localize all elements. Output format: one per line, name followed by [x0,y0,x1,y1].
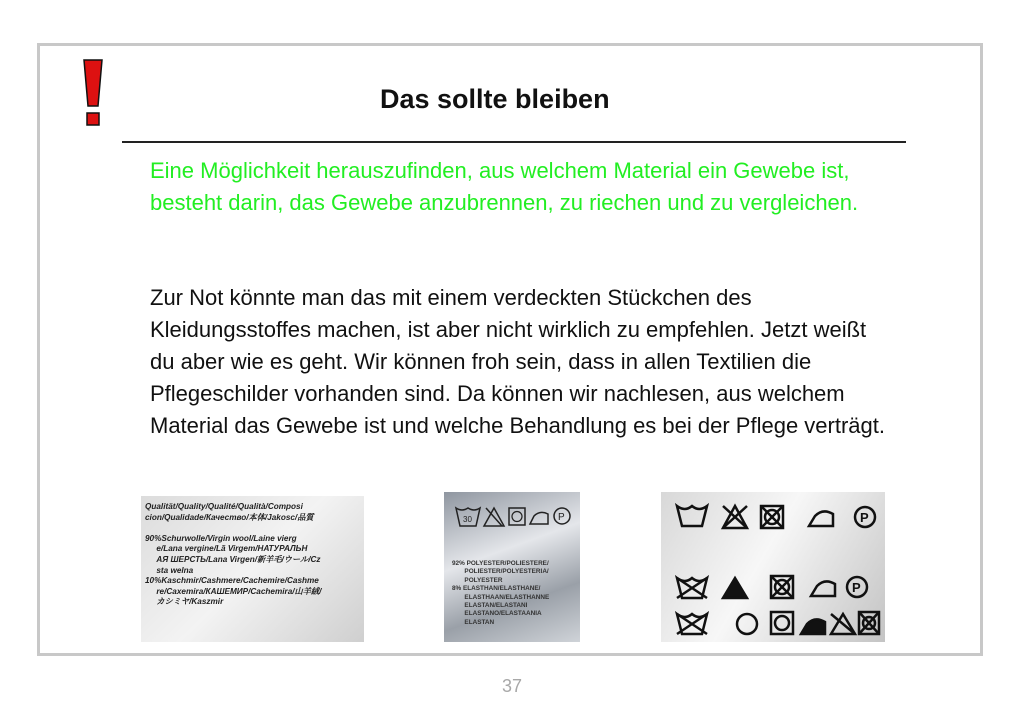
title-divider [122,141,906,143]
green-paragraph: Eine Möglichkeit herauszufinden, aus welchem Material ein Gewebe ist, besteht darin, das Gewebe anzubrennen, zu riechen und zu vergleichen. [150,158,859,215]
label2-care-symbols [454,502,574,532]
care-label-photo-composition [141,496,364,642]
page-number: 37 [501,676,523,696]
label1-text: Qualität/Quality/Qualité/Qualità/Composi cion/Qualidade/Качество/本体/Jakosc/品質 90%Schurwolle/Virgin wool/Laine vierg e/Lana vergine/Lã Virgem/НАТУРАЛЬН АЯ ШЕРСТЬ/Lana Virgen/新羊毛/ウール/Cz sta welna 10%Kaschmir/Cashmere/Cachemire/Cashme re/Caxemira/КАШЕМИР/Cachemira/山羊絨/ カシミヤ/Kaszmir [145,502,322,607]
svg-text:P: P [852,580,861,595]
exclamation-icon [80,58,106,130]
care-symbol-grid [661,492,885,642]
care-symbols-photo [661,492,885,642]
svg-text:P: P [860,510,869,525]
label2-text: 92% POLYESTER/POLIESTERE/ POLIESTER/POLYESTERIA/ POLYESTER 8% ELASTHAN/ELASTHANE/ ELASTHAAN/ELASTHANNE ELASTAN/ELASTANI ELASTANO/ELASTAANIA ELASTAN [452,560,550,626]
body-paragraph: Zur Not könnte man das mit einem verdeckten Stückchen des Kleidungsstoffes machen, ist aber nicht wirklich zu empfehlen. Jetzt weißt du aber wie es geht. Wir können froh sein, dass in allen Textilien die Pflegeschilder vorhanden sind. Da können wir nachlesen, aus welchem Material das Gewebe ist und welche Behandlung es bei der Pflege verträgt. [150,285,885,438]
slide-title: Das sollte bleiben [380,84,610,114]
svg-text:P: P [558,512,565,523]
wash-temp-label: 30 [463,515,472,524]
care-label-photo-polyester [444,492,580,642]
